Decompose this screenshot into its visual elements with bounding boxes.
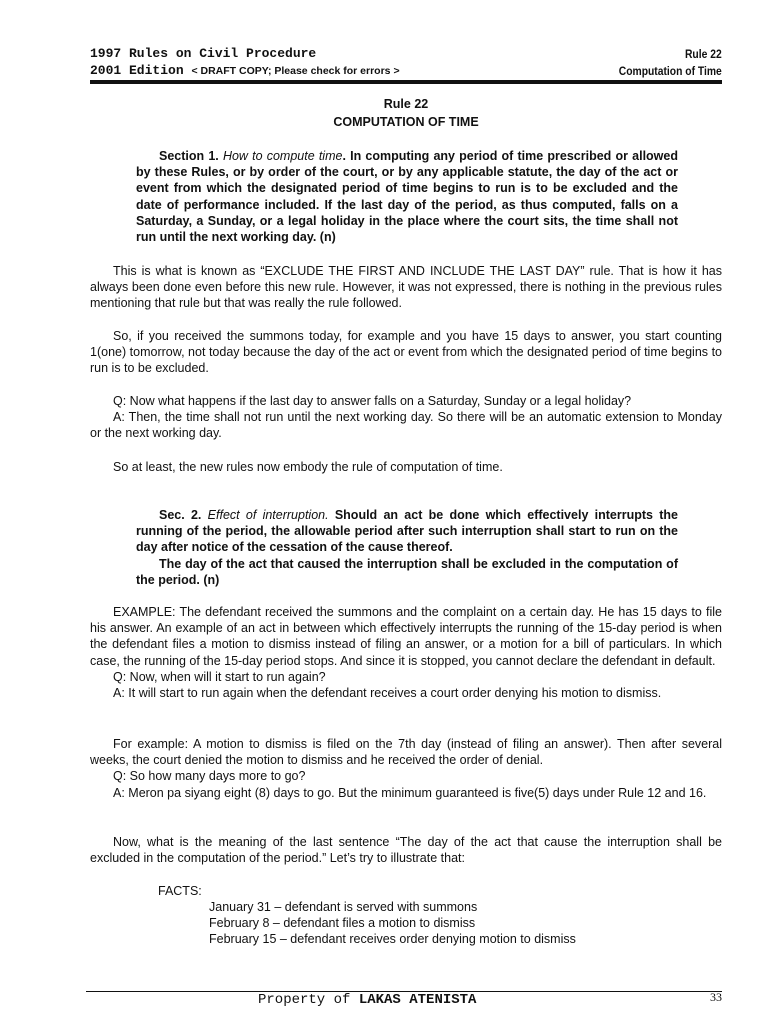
- running-header: [90, 44, 722, 80]
- paragraph-text: So at least, the new rules now embody the rule of computation of time.: [113, 460, 503, 474]
- question-text: Q: So how many days more to go?: [113, 769, 306, 784]
- header-edition: [90, 63, 400, 78]
- footer-owner: LAKAS ATENISTA: [358, 992, 477, 1008]
- section-1-label: Section 1.: [159, 149, 219, 163]
- rule-heading: Rule 22: [383, 97, 429, 111]
- paragraph-text: So, if you received the summons today, for example and you have 15 days to answer, you start counting 1(one) tomorrow, not today because the day of the act or event from which the designated period of time begins to run is to be excluded.: [90, 329, 722, 376]
- question-text: Q: Now what happens if the last day to answer falls on a Saturday, Sunday or a legal holiday?: [113, 394, 632, 408]
- paragraph-example: [90, 604, 722, 701]
- paragraph-text: For example: A motion to dismiss is filed on the 7th day (instead of filing an answer). Then after several weeks, the court denied the motion to dismiss and he received the order of denial.: [90, 737, 722, 768]
- answer-text: A: Then, the time shall not run until the next working day. So there will be an automatic extension to Monday or the next working day.: [90, 410, 722, 441]
- facts-item: January 31 – defendant is served with summons: [209, 900, 478, 914]
- section-2-label: Sec. 2.: [159, 508, 202, 522]
- paragraph-qa-holiday: [90, 393, 722, 442]
- section-2: [136, 507, 678, 588]
- section-2-caption: Effect of interruption.: [207, 508, 329, 522]
- section-1-caption: How to compute time: [222, 149, 343, 163]
- paragraph-text: EXAMPLE: The defendant received the summons and the complaint on a certain day. He has 15 days to file his answer. An example of an act in between which effectively interrupts the running of the 15-day period is when the defendant files a motion to dismiss instead of filing an answer, or a motion for a bill of particulars. In which case, the running of the 15-day period stops. And since it is stopped, you cannot declare the defendant in default.: [90, 605, 722, 668]
- paragraph-text: Now, what is the meaning of the last sentence “The day of the act that cause the interruption shall be excluded in the computation of the period.” Let’s try to illustrate that:: [90, 835, 722, 866]
- header-divider: [90, 80, 722, 84]
- facts-item: February 8 – defendant files a motion to dismiss: [209, 916, 476, 930]
- section-1-text: . In computing any period of time prescribed or allowed by these Rules, or by order of the court, or by any applicable statute, the day of the act or event from which the designated period of time begins to run is to be excluded and the date of performance included. If the last day of the period, as thus computed, falls on a Saturday, a Sunday, or a legal holiday in the place where the court sits, the time shall not run until the next working day. (n): [136, 149, 678, 245]
- section-2-text-2: The day of the act that caused the interruption shall be excluded in the computation of the period. (n): [136, 556, 678, 587]
- header-rule: Rule 22: [685, 47, 722, 61]
- facts-label: FACTS:: [158, 884, 202, 898]
- header-title: 1997 Rules on Civil Procedure: [90, 46, 317, 61]
- section-1: [136, 148, 678, 245]
- paragraph-summons-example: [90, 328, 722, 377]
- paragraph-text: This is what is known as “EXCLUDE THE FIRST AND INCLUDE THE LAST DAY” rule. That is how it has always been done even before this new rule. However, it was not expressed, there is nothing in the previous rules mentioning that rule but that was really the rule followed.: [90, 264, 722, 311]
- question-text: Q: Now, when will it start to run again?: [113, 669, 326, 684]
- rule-heading-title: COMPUTATION OF TIME: [333, 115, 479, 129]
- paragraph-rule-explanation: [90, 263, 722, 312]
- section-2-text: Should an act be done which effectively interrupts the running of the period, the allowable period after such interruption shall start to run on the day after notice of the cessation of the cause thereof.: [136, 508, 678, 555]
- paragraph-for-example: [90, 736, 722, 801]
- paragraph-embody: [90, 459, 722, 475]
- header-rule-title: Computation of Time: [618, 64, 722, 78]
- header-edition-text: 2001 Edition: [90, 63, 184, 78]
- footer-property: [258, 992, 476, 1008]
- footer-prefix: Property of: [258, 992, 359, 1008]
- paragraph-last-sentence: [90, 834, 722, 866]
- facts-item: February 15 – defendant receives order denying motion to dismiss: [209, 932, 576, 946]
- answer-text: A: Meron pa siyang eight (8) days to go. But the minimum guaranteed is five(5) days under Rule 12 and 16.: [113, 785, 707, 800]
- page-number: 33: [710, 990, 722, 1004]
- answer-text: A: It will start to run again when the defendant receives a court order denying his motion to dismiss.: [113, 686, 662, 701]
- header-draft-note: < DRAFT COPY; Please check for errors >: [191, 65, 400, 77]
